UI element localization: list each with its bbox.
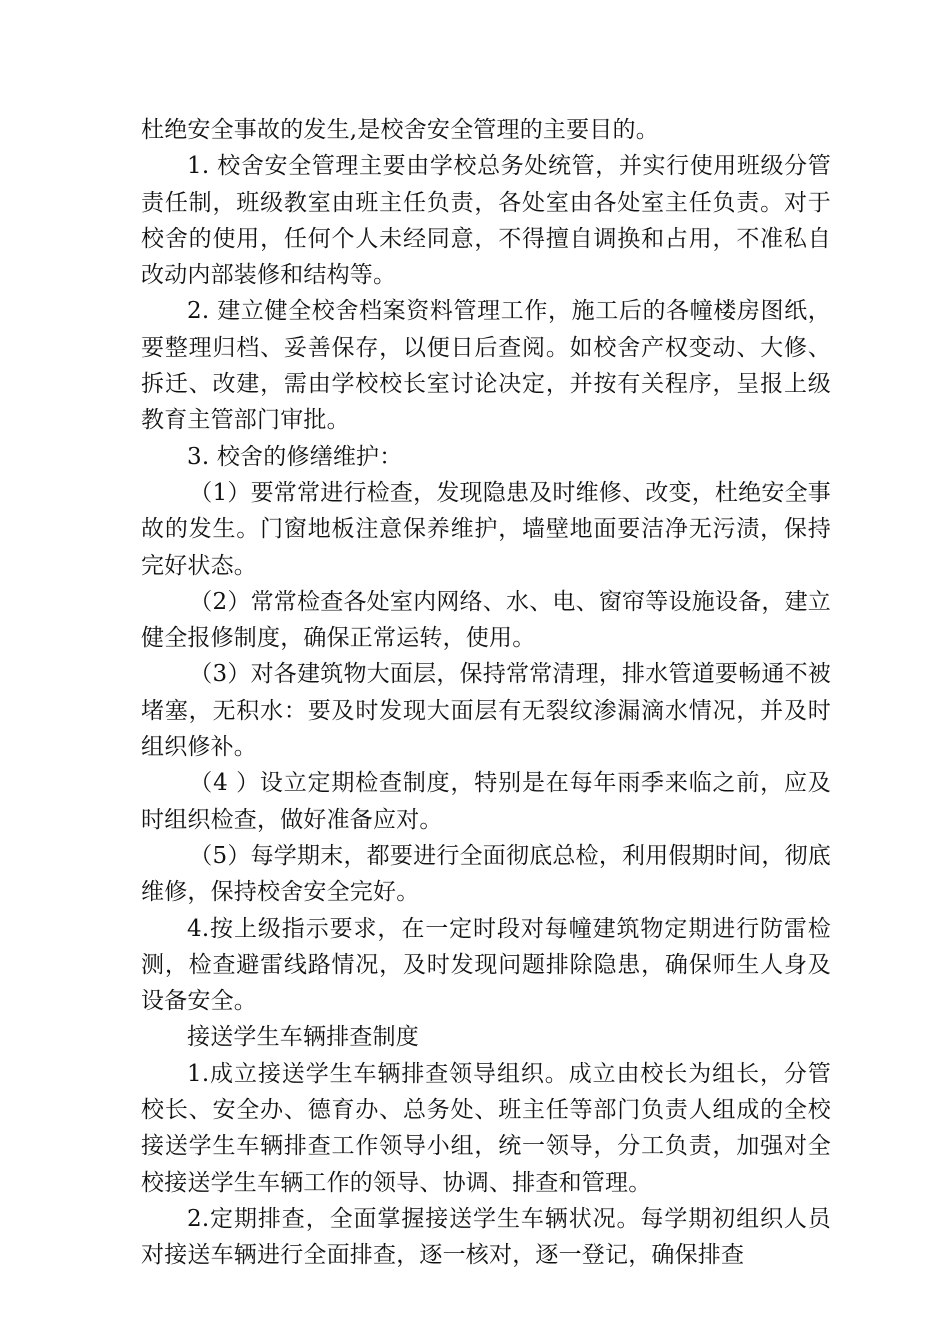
paragraph-intro-continuation: 杜绝安全事故的发生,是校舍安全管理的主要目的。 xyxy=(141,117,659,143)
paragraph-sub-1-inspection: （1）要常常进行检查，发现隐患及时维修、改变，杜绝安全事故的发生。门窗地板注意保养维护，墙壁地面要洁净无污渍，保持完好状态。 xyxy=(141,479,831,579)
section-heading-vehicle-inspection: 接送学生车辆排查制度 xyxy=(187,1024,419,1051)
paragraph-item-4-lightning: 4.按上级指示要求，在一定时段对每幢建筑物定期进行防雷检测，检查避雷线路情况，及时发现问题排除隐患，确保师生人身及设备安全。 xyxy=(141,915,831,1015)
paragraph-sub-4-rainy-season: （4 ）设立定期检查制度，特别是在每年雨季来临之前，应及时组织检查，做好准备应对。 xyxy=(141,770,831,833)
paragraph-vehicle-2-regular-inspection: 2.定期排查，全面掌握接送学生车辆状况。每学期初组织人员对接送车辆进行全面排查，逐一核对，逐一登记，确保排查 xyxy=(141,1205,831,1269)
document-body xyxy=(141,112,831,1274)
paragraph-item-1-management-responsibility: 1. 校舍安全管理主要由学校总务处统管，并实行使用班级分管责任制，班级教室由班主任负责，各处室由各处室主任负责。对于校舍的使用，任何个人未经同意，不得擅自调换和占用，不准私自改动内部装修和结构等。 xyxy=(141,153,831,289)
paragraph-sub-3-roof-drainage: （3）对各建筑物大面层，保持常常清理，排水管道要畅通不被堵塞，无积水：要及时发现大面层有无裂纹渗漏滴水情况，并及时组织修补。 xyxy=(141,661,831,761)
paragraph-sub-5-term-end: （5）每学期末，都要进行全面彻底总检，利用假期时间，彻底维修，保持校舍安全完好。 xyxy=(141,842,831,906)
paragraph-item-3-maintenance-heading: 3. 校舍的修缮维护： xyxy=(187,443,403,470)
paragraph-sub-2-facilities: （2）常常检查各处室内网络、水、电、窗帘等设施设备，建立健全报修制度，确保正常运转，使用。 xyxy=(141,588,831,652)
paragraph-vehicle-1-organization: 1.成立接送学生车辆排查领导组织。成立由校长为组长，分管校长、安全办、德育办、总务处、班主任等部门负责人组成的全校接送学生车辆排查工作领导小组，统一领导，分工负责，加强对全校接送学生车辆工作的领导、协调、排查和管理。 xyxy=(141,1060,831,1196)
paragraph-item-2-archive-management: 2. 建立健全校舍档案资料管理工作，施工后的各幢楼房图纸，要整理归档、妥善保存，以便日后查阅。如校舍产权变动、大修、拆迁、改建，需由学校校长室讨论决定，并按有关程序，呈报上级教育主管部门审批。 xyxy=(141,298,831,434)
